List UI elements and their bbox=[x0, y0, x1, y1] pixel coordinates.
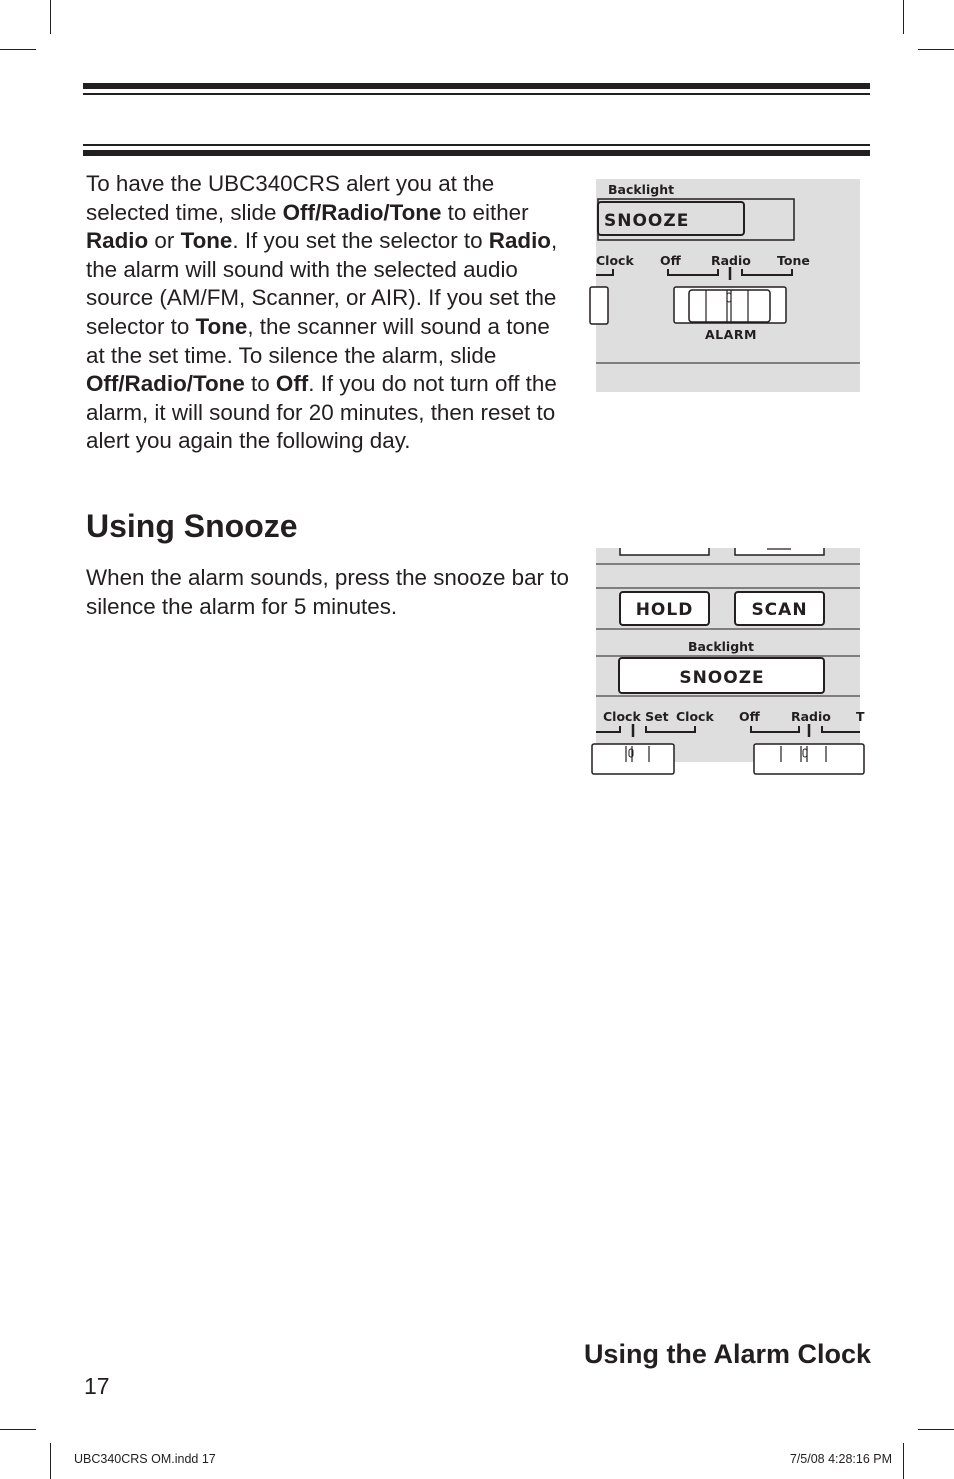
crop-mark bbox=[903, 1443, 904, 1479]
hold-label: HOLD bbox=[635, 600, 694, 620]
header-rule-top bbox=[83, 83, 870, 89]
text-run: . If you do not turn off the alarm, it will sound for 20 minutes, then reset to alert you again the following day. bbox=[86, 371, 557, 454]
slug-date: 7/5/08 4:28:16 PM bbox=[789, 1452, 892, 1466]
header-rule-top-thin bbox=[83, 93, 870, 95]
crop-mark bbox=[0, 1429, 36, 1430]
clock-set-label: Clock Set bbox=[603, 709, 669, 724]
radio-label: Radio bbox=[791, 709, 831, 724]
crop-mark bbox=[903, 0, 904, 34]
header-rule-bottom-thin bbox=[83, 144, 870, 146]
snooze-label: SNOOZE bbox=[679, 668, 765, 688]
clock-label: Clock bbox=[596, 253, 634, 268]
crop-mark bbox=[918, 1429, 954, 1430]
tone-label: T bbox=[856, 709, 865, 724]
text-run: to bbox=[244, 371, 276, 397]
snooze-bar-figure bbox=[596, 548, 865, 762]
snooze-paragraph: When the alarm sounds, press the snooze bar to silence the alarm for 5 minutes. bbox=[86, 565, 569, 619]
snooze-bar-illustration bbox=[596, 548, 865, 762]
section-title: Using Snooze bbox=[86, 508, 298, 544]
text-run: . If you set the selector to bbox=[232, 228, 489, 254]
scan-label: SCAN bbox=[751, 600, 808, 620]
off-label: Off bbox=[660, 253, 681, 268]
bold-term: Off bbox=[275, 371, 309, 397]
text-run: to either bbox=[441, 199, 529, 225]
text-run: , the alarm will sound with the selected audio source (AM/FM, Scanner, or AIR). If you set the selector to bbox=[86, 228, 558, 339]
text-run: To have the UBC340CRS alert you at the selected time, slide bbox=[86, 171, 495, 225]
crop-mark bbox=[50, 0, 51, 34]
bold-term: Radio bbox=[488, 228, 551, 254]
backlight-label: Backlight bbox=[608, 182, 675, 197]
bold-term: Tone bbox=[180, 228, 233, 254]
alarm-selector-figure bbox=[596, 179, 860, 392]
crop-mark bbox=[918, 49, 954, 50]
radio-label: Radio bbox=[711, 253, 751, 268]
alarm-label: ALARM bbox=[705, 327, 757, 342]
text-run: or bbox=[148, 228, 181, 254]
off-label: Off bbox=[739, 709, 760, 724]
clock-label: Clock bbox=[676, 709, 714, 724]
slug-file: UBC340CRS OM.indd 17 bbox=[74, 1452, 216, 1466]
crop-mark bbox=[0, 49, 36, 50]
text-run: , the scanner will sound a tone at the set time. To silence the alarm, slide bbox=[86, 313, 550, 368]
tone-label: Tone bbox=[777, 253, 810, 268]
bold-term: Radio bbox=[86, 228, 149, 254]
backlight-label: Backlight bbox=[687, 639, 755, 654]
page-number: 17 bbox=[84, 1373, 110, 1399]
crop-mark bbox=[50, 1443, 51, 1479]
snooze-label: SNOOZE bbox=[604, 211, 690, 231]
header-rule-bottom bbox=[83, 150, 870, 156]
bold-term: Off/Radio/Tone bbox=[282, 199, 442, 225]
alarm-selector-illustration bbox=[596, 179, 860, 392]
chapter-title: Using the Alarm Clock bbox=[583, 1339, 871, 1369]
bold-term: Tone bbox=[195, 313, 248, 339]
alarm-paragraph bbox=[86, 170, 571, 456]
bold-term: Off/Radio/Tone bbox=[86, 371, 245, 397]
